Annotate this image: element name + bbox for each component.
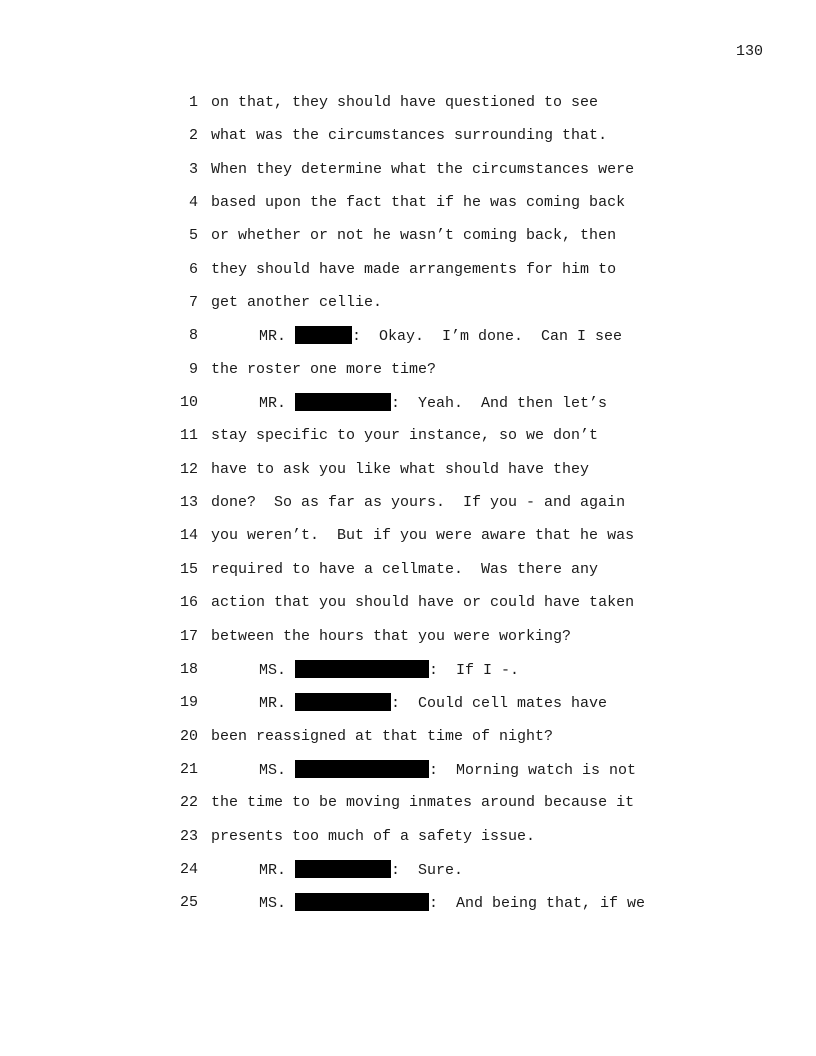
speaker-title: MR.	[259, 695, 296, 713]
transcript-line	[0, 160, 816, 193]
line-number: 5	[188, 227, 198, 245]
line-text: they should have made arrangements for him to	[211, 260, 617, 278]
line-text: When they determine what the circumstances were	[211, 160, 635, 178]
redaction-bar	[295, 326, 352, 344]
line-text: action that you should have or could have taken	[211, 594, 635, 612]
speaker-text: : Yeah. And then let’s	[391, 395, 608, 413]
transcript-line	[0, 627, 816, 660]
transcript-line	[0, 126, 816, 159]
line-text: stay specific to your instance, so we don’t	[211, 427, 599, 445]
redaction-bar	[295, 393, 391, 411]
speaker-line	[259, 660, 519, 681]
transcript-line	[0, 560, 816, 593]
transcript-line	[0, 426, 816, 459]
line-text: been reassigned at that time of night?	[211, 727, 554, 745]
speaker-line	[259, 393, 607, 414]
transcript-line	[0, 660, 816, 693]
line-number: 6	[188, 260, 198, 278]
transcript-line	[0, 827, 816, 860]
speaker-text: : Okay. I’m done. Can I see	[352, 328, 623, 346]
speaker-title: MS.	[259, 761, 296, 779]
line-number: 4	[188, 194, 198, 212]
line-text: between the hours that you were working?	[211, 627, 572, 645]
speaker-line	[259, 860, 463, 881]
line-text: on that, they should have questioned to see	[211, 94, 599, 111]
line-number: 8	[188, 327, 198, 345]
line-text: the roster one more time?	[211, 360, 437, 378]
line-text: done? So as far as yours. If you - and again	[211, 494, 626, 512]
transcript-body	[0, 93, 816, 927]
transcript-line	[0, 260, 816, 293]
line-number: 23	[179, 827, 198, 845]
line-number: 7	[188, 294, 198, 312]
transcript-line	[0, 493, 816, 526]
redaction-bar	[295, 693, 391, 711]
line-number: 16	[179, 594, 198, 612]
line-number: 21	[179, 760, 198, 778]
line-number: 20	[179, 727, 198, 745]
redaction-bar	[295, 660, 429, 678]
transcript-line	[0, 193, 816, 226]
line-number: 9	[188, 360, 198, 378]
speaker-line	[259, 693, 607, 714]
line-text: have to ask you like what should have they	[211, 460, 590, 478]
transcript-line	[0, 593, 816, 626]
speaker-title: MR.	[259, 395, 296, 413]
line-number: 18	[179, 660, 198, 678]
speaker-title: MS.	[259, 661, 296, 679]
line-text: based upon the fact that if he was coming back	[211, 194, 626, 212]
transcript-line	[0, 526, 816, 559]
line-number: 24	[179, 860, 198, 878]
speaker-text: : Could cell mates have	[391, 695, 608, 713]
transcript-line	[0, 860, 816, 893]
line-number: 17	[179, 627, 198, 645]
line-number: 11	[179, 427, 198, 445]
speaker-title: MR.	[259, 328, 296, 346]
line-number: 14	[179, 527, 198, 545]
redaction-bar	[295, 893, 429, 911]
page-number: 130	[735, 43, 763, 60]
speaker-text: : Sure.	[391, 861, 464, 879]
line-text: what was the circumstances surrounding that.	[211, 127, 608, 145]
transcript-line	[0, 93, 816, 126]
line-number: 15	[179, 560, 198, 578]
line-number: 12	[179, 460, 198, 478]
speaker-line	[259, 893, 645, 914]
line-number: 3	[188, 160, 198, 178]
speaker-title: MR.	[259, 861, 296, 879]
transcript-line	[0, 727, 816, 760]
speaker-line	[259, 326, 622, 347]
line-number: 25	[179, 894, 198, 912]
transcript-line	[0, 293, 816, 326]
redaction-bar	[295, 760, 429, 778]
line-number: 19	[179, 694, 198, 712]
speaker-text: : And being that, if we	[429, 895, 646, 913]
transcript-line	[0, 360, 816, 393]
line-text: presents too much of a safety issue.	[211, 827, 536, 845]
speaker-line	[259, 760, 636, 781]
line-number: 13	[179, 494, 198, 512]
transcript-line	[0, 893, 816, 926]
line-number: 2	[188, 127, 198, 145]
speaker-title: MS.	[259, 895, 296, 913]
transcript-line	[0, 693, 816, 726]
speaker-text: : Morning watch is not	[429, 761, 637, 779]
transcript-line	[0, 793, 816, 826]
line-text: you weren’t. But if you were aware that he was	[211, 527, 635, 545]
line-text: required to have a cellmate. Was there any	[211, 560, 599, 578]
transcript-line	[0, 460, 816, 493]
redaction-bar	[295, 860, 391, 878]
line-text: the time to be moving inmates around because it	[211, 794, 635, 812]
transcript-line	[0, 326, 816, 359]
line-number: 10	[179, 394, 198, 412]
speaker-text: : If I -.	[429, 661, 520, 679]
line-text: or whether or not he wasn’t coming back, then	[211, 227, 617, 245]
transcript-line	[0, 393, 816, 426]
line-text: get another cellie.	[211, 294, 383, 312]
transcript-line	[0, 760, 816, 793]
transcript-line	[0, 226, 816, 259]
line-number: 1	[188, 94, 198, 111]
line-number: 22	[179, 794, 198, 812]
